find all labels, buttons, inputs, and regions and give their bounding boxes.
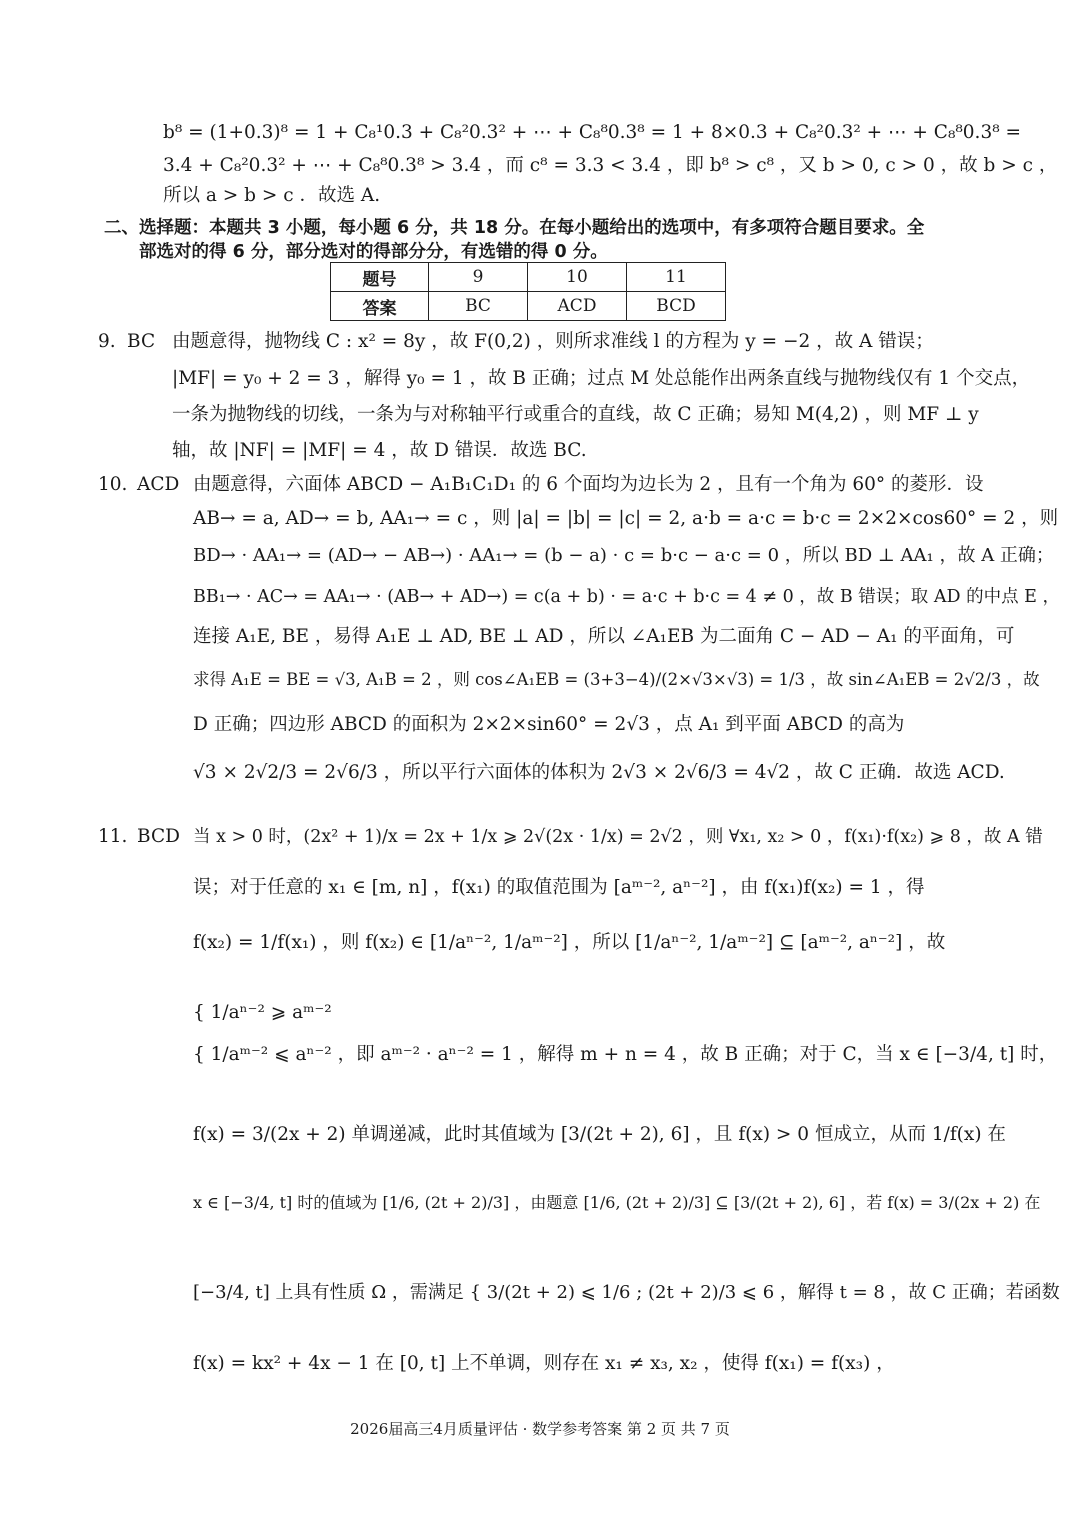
q10-line-1: 由题意得，六面体 ABCD − A₁B₁C₁D₁ 的 6 个面均为边长为 2 ，且有一个角为 60° 的菱形．设: [193, 474, 984, 495]
table-cell-answer: BC: [429, 292, 528, 321]
q10-line-5: 连接 A₁E, BE ，易得 A₁E ⊥ AD, BE ⊥ AD ，所以 ∠A₁EB 为二面角 C − AD − A₁ 的平面角，可: [193, 626, 1015, 647]
q11-line-4: { 1/aⁿ⁻² ⩾ aᵐ⁻²: [193, 1002, 332, 1023]
q10-line-3: BD→ · AA₁→ = (AD→ − AB→) · AA₁→ = (b − a) · c = b·c − a·c = 0 ，所以 BD ⊥ AA₁ ，故 A 正确；: [193, 545, 1054, 566]
q11-line-6: f(x) = 3/(2x + 2) 单调递减，此时其值域为 [3/(2t + 2), 6] ，且 f(x) > 0 恒成立，从而 1/f(x) 在: [193, 1124, 1006, 1145]
q10-line-7: D 正确；四边形 ABCD 的面积为 2×2×sin60° = 2√3 ，点 A₁ 到平面 ABCD 的高为: [193, 714, 905, 735]
top-line-2: 3.4 + C₈²0.3² + ⋯ + C₈⁸0.3⁸ > 3.4 ，而 c⁸ = 3.3 < 3.4 ，即 b⁸ > c⁸ ，又 b > 0, c > 0 ，故 b > c ，: [163, 155, 1058, 176]
section2-heading-line2: 部选对的得 6 分，部分选对的得部分分，有选错的得 0 分。: [139, 242, 608, 262]
q11-line-2: 误；对于任意的 x₁ ∈ [m, n] ，f(x₁) 的取值范围为 [aᵐ⁻², aⁿ⁻²] ，由 f(x₁)f(x₂) = 1 ，得: [193, 877, 925, 898]
q11-line-1: 当 x > 0 时，(2x² + 1)/x = 2x + 1/x ⩾ 2√(2x · 1/x) = 2√2 ，则 ∀x₁, x₂ > 0 ，f(x₁)·f(x₂) ⩾ 8 ，故 A 错: [193, 827, 1043, 847]
q11-line-5: { 1/aᵐ⁻² ⩽ aⁿ⁻² ，即 aᵐ⁻² · aⁿ⁻² = 1 ，解得 m + n = 4 ，故 B 正确；对于 C，当 x ∈ [−3/4, t] 时，: [193, 1044, 1058, 1065]
q11-number: 11.: [98, 826, 128, 847]
q9-line-2: |MF| = y₀ + 2 = 3 ，解得 y₀ = 1 ，故 B 正确；过点 M 处总能作出两条直线与抛物线仅有 1 个交点，: [172, 368, 1031, 389]
q10-number: 10.: [98, 474, 128, 495]
table-row: [331, 292, 726, 321]
table-cell-number: 10: [528, 263, 627, 292]
page-footer: 2026届高三4月质量评估 · 数学参考答案 第 2 页 共 7 页: [350, 1420, 730, 1438]
q11-line-8: [−3/4, t] 上具有性质 Ω ，需满足 { 3/(2t + 2) ⩽ 1/6 ; (2t + 2)/3 ⩽ 6 ，解得 t = 8 ，故 C 正确；若函数: [193, 1282, 1060, 1303]
q9-line-3: 一条为抛物线的切线，一条为与对称轴平行或重合的直线，故 C 正确；易知 M(4,2) ，则 MF ⊥ y: [172, 404, 979, 425]
table-cell-answer: BCD: [627, 292, 726, 321]
top-line-3: 所以 a > b > c ．故选 A.: [163, 185, 381, 206]
q9-line-4: 轴，故 |NF| = |MF| = 4 ，故 D 错误．故选 BC.: [172, 440, 587, 461]
section2-heading-line1: 二、选择题：本题共 3 小题，每小题 6 分，共 18 分。在每小题给出的选项中，有多项符合题目要求。全: [104, 218, 925, 238]
q11-line-7: x ∈ [−3/4, t] 时的值域为 [1/6, (2t + 2)/3] ，由题意 [1/6, (2t + 2)/3] ⊆ [3/(2t + 2), 6] ，若 f(x) = 3/(2x + 2) 在: [193, 1193, 1041, 1212]
q9-answer: BC: [127, 331, 156, 352]
q10-line-2: AB→ = a, AD→ = b, AA₁→ = c ，则 |a| = |b| = |c| = 2, a·b = a·c = b·c = 2×2×cos60° = 2 ，则: [193, 508, 1059, 529]
table-row: [331, 263, 726, 292]
q9-number: 9.: [98, 331, 116, 352]
table-answer-label: 答案: [331, 292, 429, 321]
q10-answer: ACD: [137, 474, 180, 495]
table-cell-number: 11: [627, 263, 726, 292]
q11-line-3: f(x₂) = 1/f(x₁) ，则 f(x₂) ∈ [1/aⁿ⁻², 1/aᵐ⁻²] ，所以 [1/aⁿ⁻², 1/aᵐ⁻²] ⊆ [aᵐ⁻², aⁿ⁻²] ，故: [193, 932, 946, 953]
q10-line-8: √3 × 2√2/3 = 2√6/3 ，所以平行六面体的体积为 2√3 × 2√6/3 = 4√2 ，故 C 正确．故选 ACD.: [193, 762, 1005, 783]
q11-answer: BCD: [137, 826, 180, 847]
top-line-1: b⁸ = (1+0.3)⁸ = 1 + C₈¹0.3 + C₈²0.3² + ⋯ + C₈⁸0.3⁸ = 1 + 8×0.3 + C₈²0.3² + ⋯ + C₈⁸0.3⁸ =: [163, 122, 1022, 143]
table-header-label: 题号: [331, 263, 429, 292]
answer-table: [330, 262, 726, 321]
q9-line-1: 由题意得，抛物线 C : x² = 8y ，故 F(0,2) ，则所求准线 l 的方程为 y = −2 ，故 A 错误；: [172, 331, 934, 352]
q10-line-6: 求得 A₁E = BE = √3, A₁B = 2 ，则 cos∠A₁EB = (3+3−4)/(2×√3×√3) = 1/3 ，故 sin∠A₁EB = 2√2/3 ，故: [193, 670, 1040, 689]
q10-line-4: BB₁→ · AC→ = AA₁→ · (AB→ + AD→) = c(a + b) · = a·c + b·c = 4 ≠ 0 ，故 B 错误；取 AD 的中点 E ，: [193, 587, 1060, 607]
table-cell-answer: ACD: [528, 292, 627, 321]
q11-line-9: f(x) = kx² + 4x − 1 在 [0, t] 上不单调，则存在 x₁ ≠ x₃, x₂ ，使得 f(x₁) = f(x₃) ，: [193, 1353, 895, 1374]
table-cell-number: 9: [429, 263, 528, 292]
